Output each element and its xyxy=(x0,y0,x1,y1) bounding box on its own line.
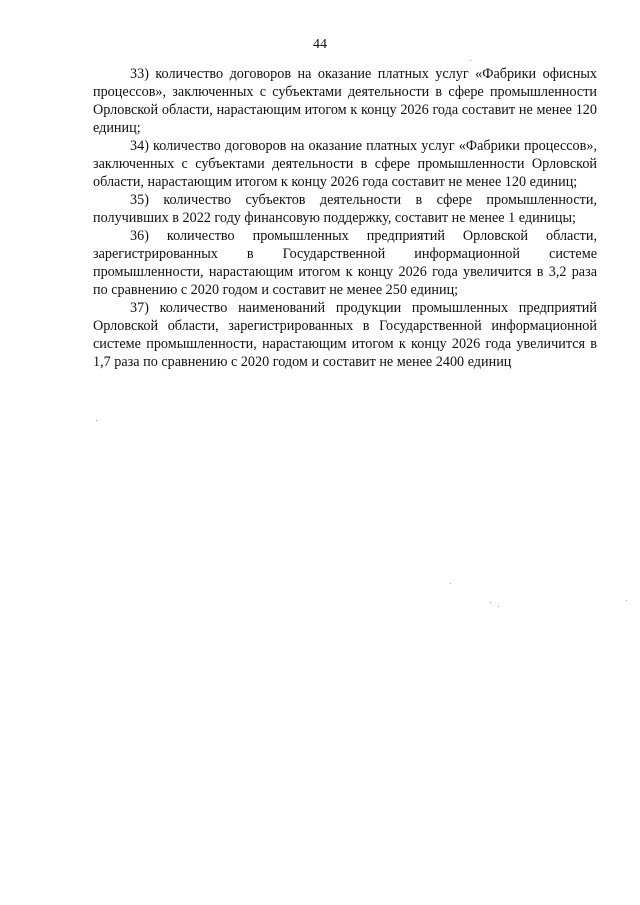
paragraph-34: 34) количество договоров на оказание платных услуг «Фабрики процессов», заключенных с субъектами деятельности в сфере промышленности Орловской области, нарастающим итогом к концу 2026 года составит не менее 120 единиц; xyxy=(93,138,597,190)
scan-speck xyxy=(626,600,627,601)
scan-speck xyxy=(498,606,499,607)
document-body xyxy=(93,65,597,371)
page-number: 44 xyxy=(313,37,327,52)
paragraph-33: 33) количество договоров на оказание платных услуг «Фабрики офисных процессов», заключенных с субъектами деятельности в сфере промышленности Орловской области, нарастающим итогом к концу 2026 года составит не менее 120 единиц; xyxy=(93,66,597,136)
paragraph-36: 36) количество промышленных предприятий Орловской области, зарегистрированных в Государственной информационной системе промышленности, нарастающим итогом к концу 2026 года увеличится в 3,2 раза по сравнению с 2020 годом и составит не менее 250 единиц; xyxy=(93,228,597,298)
paragraph-35: 35) количество субъектов деятельности в сфере промышленности, получивших в 2022 году финансовую поддержку, составит не менее 1 единицы; xyxy=(93,192,597,226)
scan-speck xyxy=(490,602,491,603)
scan-speck xyxy=(470,60,471,61)
paragraph-37: 37) количество наименований продукции промышленных предприятий Орловской области, зарегистрированных в Государственной информационной системе промышленности, нарастающим итогом к концу 2026 года увеличится в 1,7 раза по сравнению с 2020 годом и составит не менее 2400 единиц xyxy=(93,300,597,370)
scan-speck xyxy=(450,583,451,584)
scan-speck xyxy=(96,420,97,421)
